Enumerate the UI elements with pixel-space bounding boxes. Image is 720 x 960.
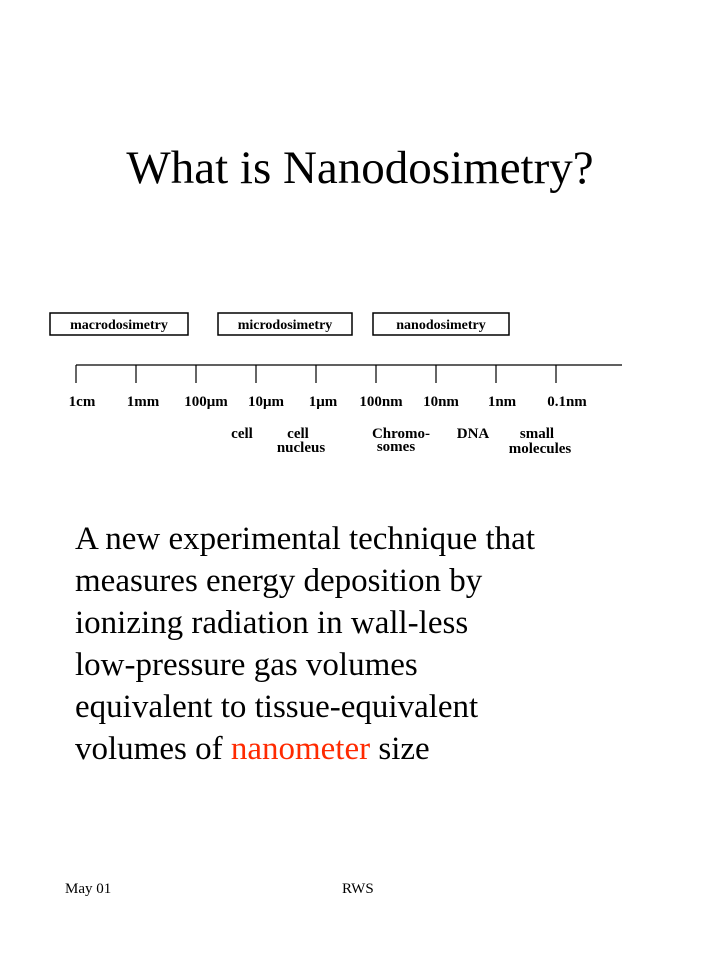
- tick-label-1mm: 1mm: [126, 394, 160, 410]
- body-line: A new experimental technique that: [75, 521, 536, 557]
- tick-label-100um: 100μm: [184, 394, 228, 410]
- tick-label-10um: 10μm: [248, 394, 284, 410]
- footer-date: May 01: [65, 881, 112, 897]
- body-line: ionizing radiation in wall-less: [75, 605, 469, 641]
- body-line: low-pressure gas volumes: [75, 647, 418, 683]
- tick-label-100nm: 100nm: [359, 394, 403, 410]
- body-text-segment: size: [370, 731, 430, 767]
- tick-label-1um: 1μm: [308, 394, 338, 410]
- tick-label-1nm: 1nm: [487, 394, 517, 410]
- slide-title: What is Nanodosimetry?: [126, 142, 594, 194]
- nanodosimetry-label: nanodosimetry: [396, 318, 486, 333]
- macrodosimetry-label: macrodosimetry: [70, 318, 168, 333]
- body-text-segment: volumes of: [75, 731, 231, 767]
- object-label-cell-nucleus-line1: cell: [287, 426, 309, 442]
- tick-label-0.1nm: 0.1nm: [547, 394, 587, 410]
- object-label-small-molecules-line1: small: [519, 426, 555, 442]
- footer-author: RWS: [342, 881, 374, 897]
- body-line-last: [75, 728, 695, 770]
- object-label-small-molecules-line2: molecules: [508, 441, 572, 457]
- scale-tick-marks: [76, 365, 556, 383]
- body-paragraph: [75, 518, 695, 770]
- object-label-dna: DNA: [456, 426, 490, 442]
- body-line: equivalent to tissue-equivalent: [75, 689, 479, 725]
- object-label-chromosomes-line1: Chromo-: [371, 426, 431, 442]
- tick-label-1cm: 1cm: [68, 394, 96, 410]
- tick-label-10nm: 10nm: [423, 394, 459, 410]
- object-label-chromosomes-line2: somes: [376, 439, 416, 455]
- microdosimetry-label: microdosimetry: [237, 318, 333, 333]
- highlighted-term: nanometer: [230, 731, 371, 767]
- body-line: measures energy deposition by: [75, 563, 483, 599]
- object-label-cell: cell: [231, 426, 253, 442]
- object-label-cell-nucleus-line2: nucleus: [276, 440, 326, 456]
